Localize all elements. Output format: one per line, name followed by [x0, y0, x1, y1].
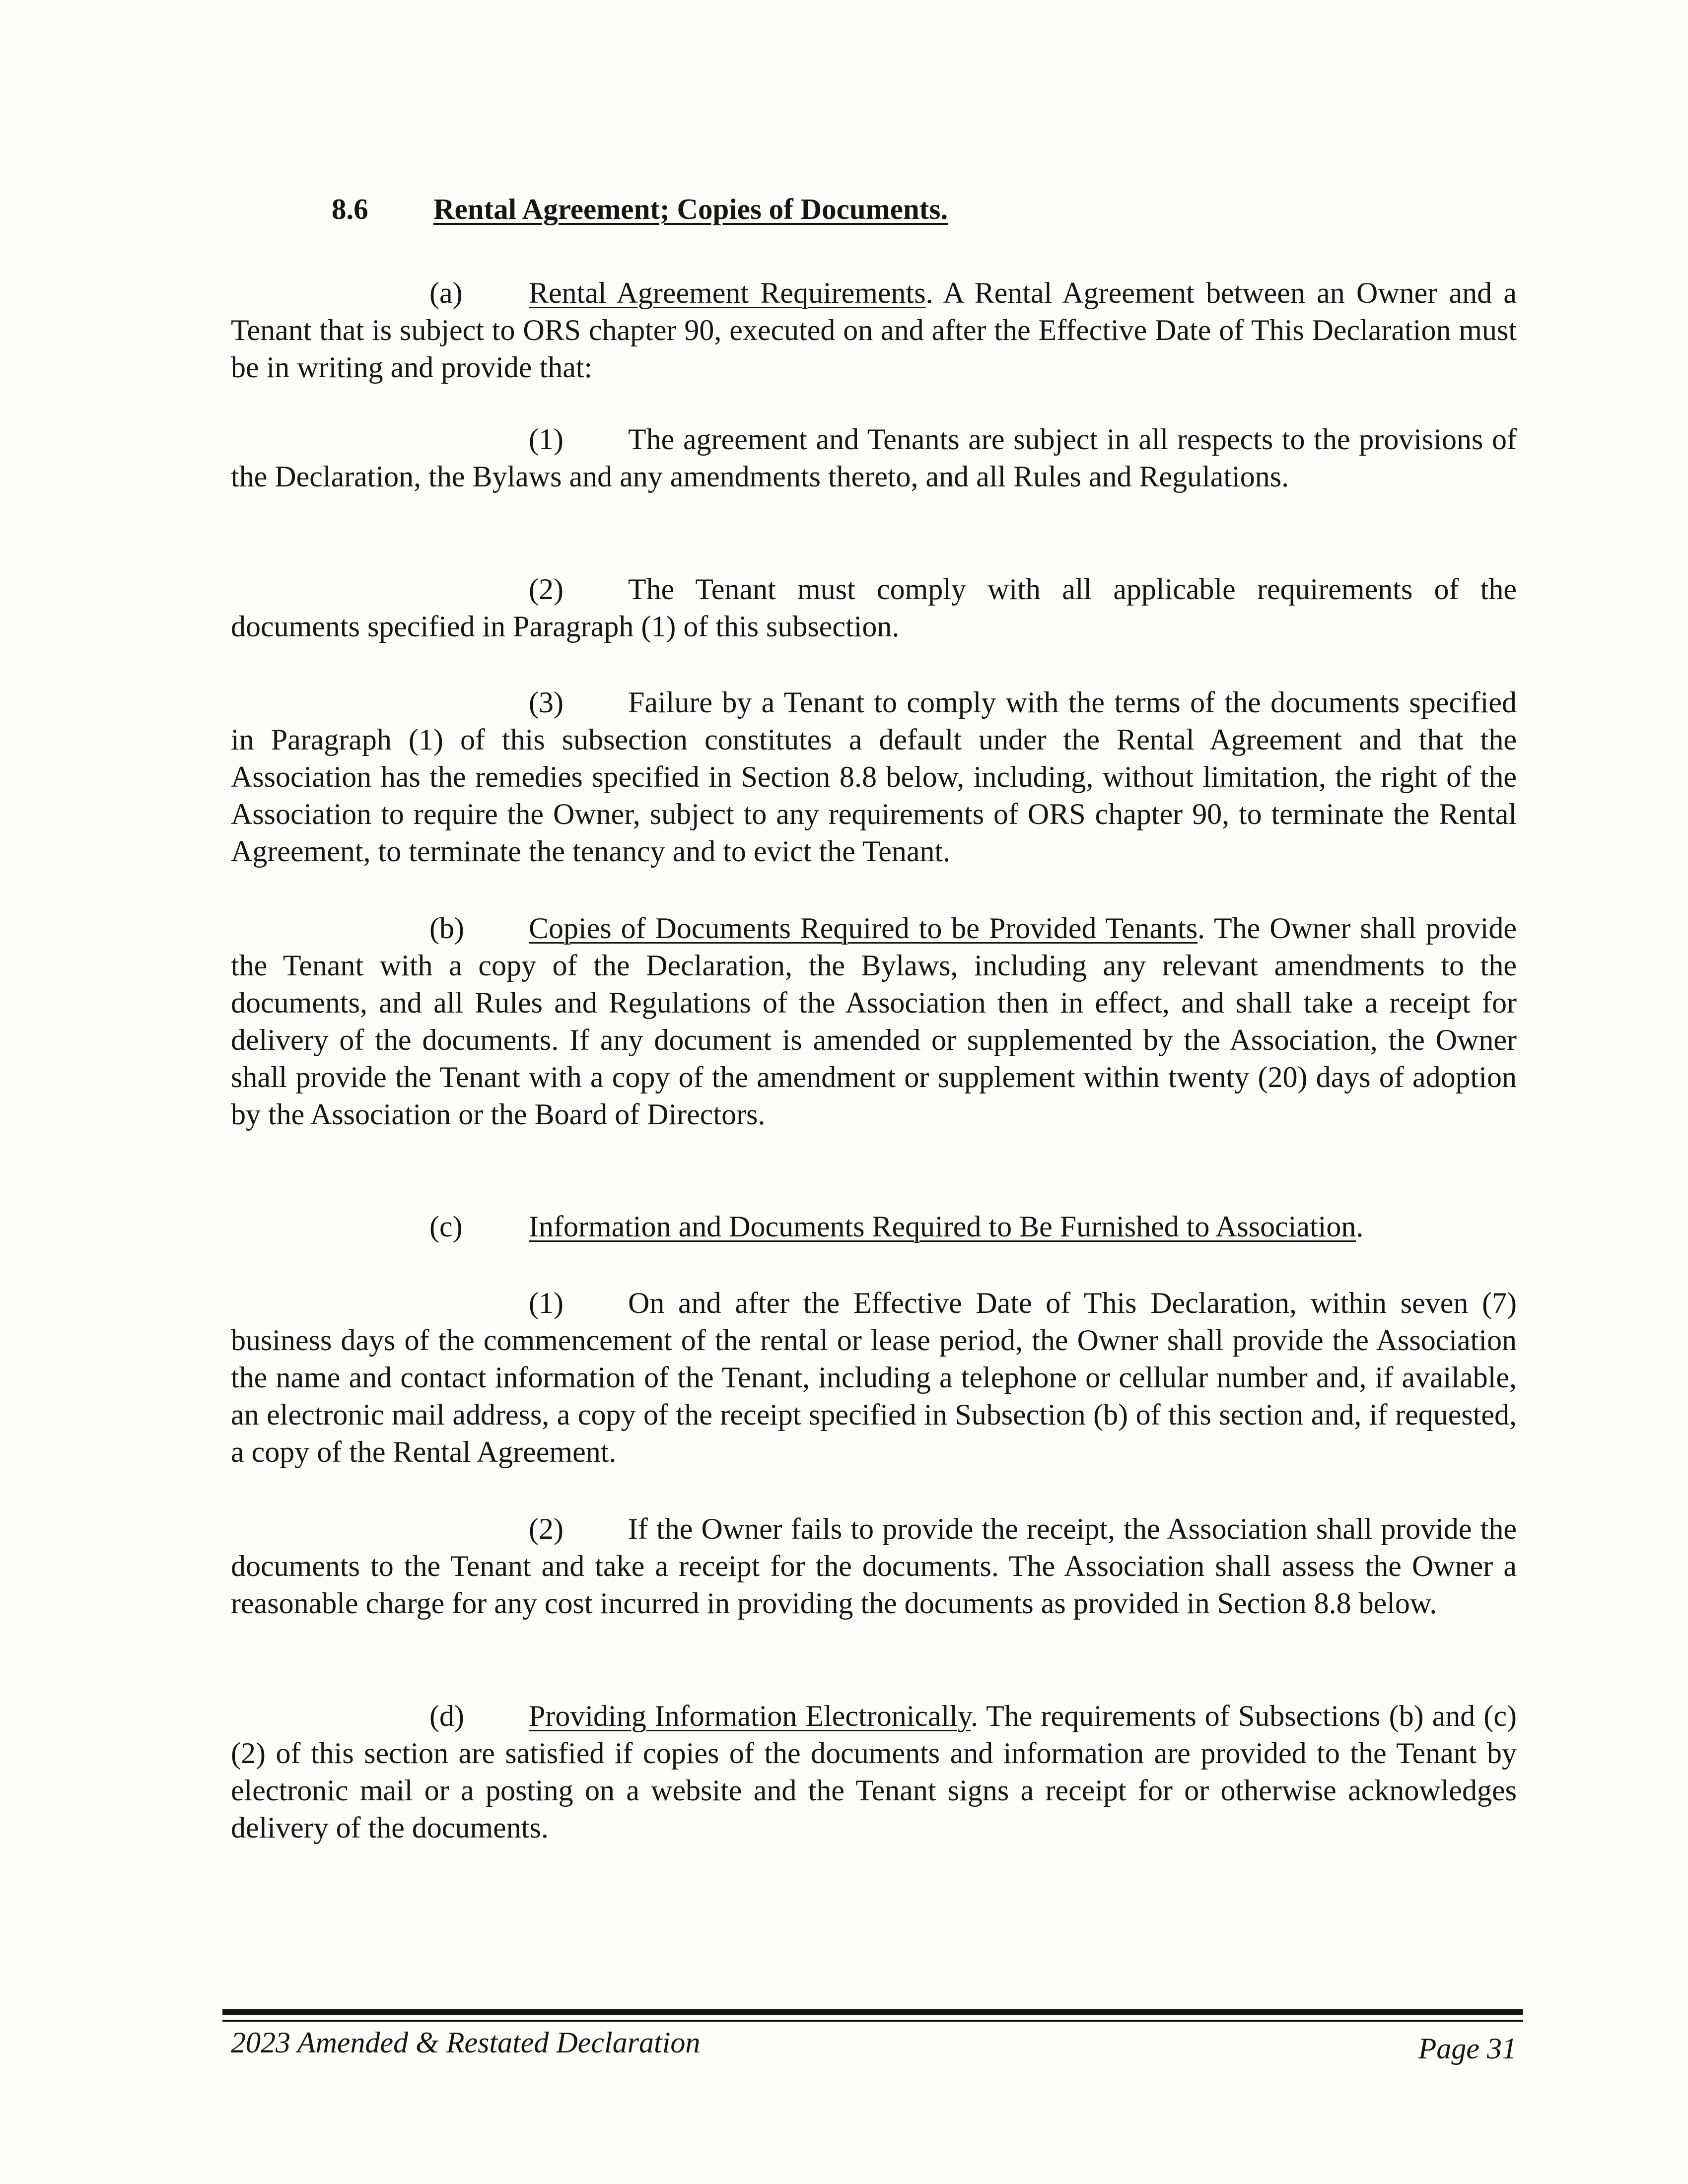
paragraph-heading: Providing Information Electronically	[529, 1700, 971, 1732]
footer-document-title: 2023 Amended & Restated Declaration	[231, 2026, 701, 2059]
paragraph-text: The Owner shall provide the Tenant with a copy of the Declaration, the Bylaws, including any relevant amendments to the documents, and all Rules and Regulations of the Association then in effect, and shall take a receipt for delivery of the documents. If any document is amended or supplemented by the Association, the Owner shall provide the Tenant with a copy of the amendment or supplement within twenty (20) days of adoption by the Association or the Board of Directors.	[231, 912, 1517, 1131]
footer-rule-thick	[222, 2009, 1523, 2015]
paragraph-label: (a)	[429, 276, 463, 309]
paragraph-b: (b) Copies of Documents Required to be Provided Tenants. The Owner shall provide the Tenant with a copy of the Declaration, the Bylaws, including any relevant amendments to the documents, and all Rules and Regulations of the Association then in effect, and shall take a receipt for delivery of the documents. If any document is amended or supplemented by the Association, the Owner shall provide the Tenant with a copy of the amendment or supplement within twenty (20) days of adoption by the Association or the Board of Directors.	[231, 910, 1517, 1133]
paragraph-c-1	[231, 1285, 1517, 1471]
paragraph-a-3	[231, 684, 1517, 870]
paragraph-text: The Tenant must comply with all applicable requirements of the documents specified in Paragraph (1) of this subsection.	[231, 573, 1517, 643]
paragraph-label: (2)	[529, 1512, 563, 1545]
paragraph-label: (1)	[529, 1287, 563, 1319]
paragraph-heading: Information and Documents Required to Be Furnished to Association	[529, 1210, 1356, 1243]
paragraph-label: (3)	[529, 686, 563, 719]
paragraph-heading: Copies of Documents Required to be Provided Tenants	[529, 912, 1198, 945]
paragraph-c: (c) Information and Documents Required to Be Furnished to Association.	[231, 1208, 1517, 1245]
paragraph-label: (b)	[429, 912, 464, 945]
paragraph-text: The agreement and Tenants are subject in all respects to the provisions of the Declaration, the Bylaws and any amendments thereto, and all Rules and Regulations.	[231, 423, 1517, 493]
footer-rule-thin	[222, 2020, 1523, 2022]
section-heading	[332, 195, 948, 224]
paragraph-text: A Rental Agreement between an Owner and a Tenant that is subject to ORS chapter 90, executed on and after the Effective Date of This Declaration must be in writing and provide that:	[231, 276, 1517, 384]
paragraph-d: (d) Providing Information Electronically. The requirements of Subsections (b) and (c)(2) of this section are satisfied if copies of the documents and information are provided to the Tenant by electronic mail or a posting on a website and the Tenant signs a receipt for or otherwise acknowledges delivery of the documents.	[231, 1698, 1517, 1846]
paragraph-c-2	[231, 1510, 1517, 1622]
paragraph-heading: Rental Agreement Requirements	[529, 276, 926, 309]
paragraph-a-1	[231, 421, 1517, 495]
section-number: 8.6	[332, 193, 368, 225]
paragraph-label: (d)	[429, 1700, 464, 1732]
paragraph-label: (1)	[529, 423, 563, 456]
paragraph-text: If the Owner fails to provide the receipt, the Association shall provide the documents to the Tenant and take a receipt for the documents. The Association shall assess the Owner a reasonable charge for any cost incurred in providing the documents as provided in Section 8.8 below.	[231, 1512, 1517, 1620]
paragraph-a-2	[231, 571, 1517, 645]
footer-page-number: Page 31	[1418, 2032, 1517, 2065]
paragraph-label: (2)	[529, 573, 563, 606]
paragraph-text: The requirements of Subsections (b) and (c)(2) of this section are satisfied if copies of the documents and information are provided to the Tenant by electronic mail or a posting on a website and the Tenant signs a receipt for or otherwise acknowledges delivery of the documents.	[231, 1700, 1517, 1844]
section-title: Rental Agreement; Copies of Documents.	[433, 193, 948, 225]
paragraph-text: Failure by a Tenant to comply with the terms of the documents specified in Paragraph (1) of this subsection constitutes a default under the Rental Agreement and that the Association has the remedies specified in Section 8.8 below, including, without limitation, the right of the Association to require the Owner, subject to any requirements of ORS chapter 90, to terminate the Rental Agreement, to terminate the tenancy and to evict the Tenant.	[231, 686, 1517, 868]
paragraph-text: On and after the Effective Date of This Declaration, within seven (7) business days of the commencement of the rental or lease period, the Owner shall provide the Association the name and contact information of the Tenant, including a telephone or cellular number and, if available, an electronic mail address, a copy of the receipt specified in Subsection (b) of this section and, if requested, a copy of the Rental Agreement.	[231, 1287, 1517, 1468]
paragraph-label: (c)	[429, 1210, 463, 1243]
paragraph-a: (a) Rental Agreement Requirements. A Rental Agreement between an Owner and a Tenant that is subject to ORS chapter 90, executed on and after the Effective Date of This Declaration must be in writing and provide that:	[231, 274, 1517, 386]
